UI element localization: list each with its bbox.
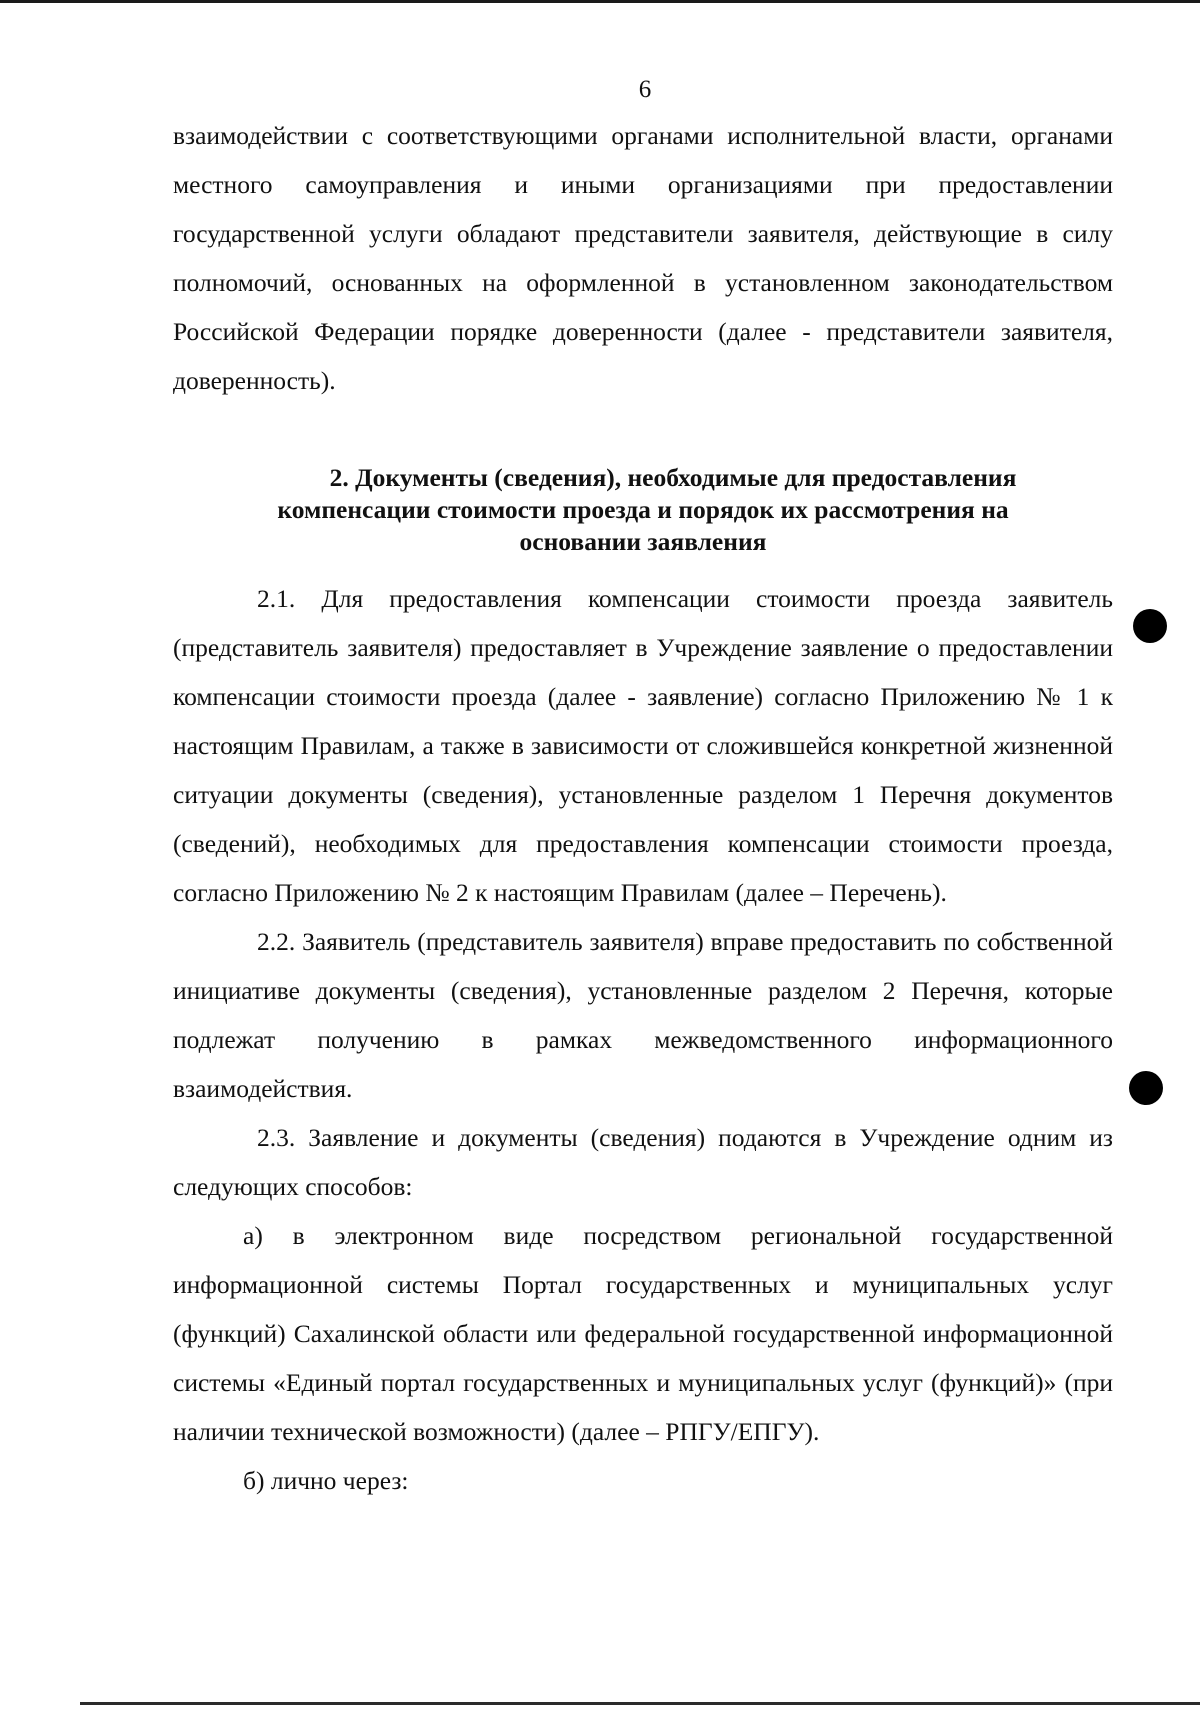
section-heading-line-2: компенсации стоимости проезда и порядок их рассмотрения на: [277, 495, 1009, 524]
paragraph-2-2: 2.2. Заявитель (представитель заявителя) вправе предоставить по собственной инициативе документы (сведения), установленные разделом 2 Перечня, которые подлежат получению в рамках межведомственного информационного взаимодействия.: [173, 927, 1113, 1103]
scan-top-edge: [0, 0, 1200, 3]
page-number: 6: [638, 76, 652, 103]
intro-paragraph: взаимодействии с соответствующими органами исполнительной власти, органами местного самоуправления и иными организациями при предоставлении государственной услуги обладают представители заявителя, действующие в силу полномочий, основанных на оформленной в установленном законодательством Российской Федерации порядке доверенности (далее - представители заявителя, доверенность).: [173, 121, 1113, 395]
paragraph-item-b: б) лично через:: [243, 1466, 409, 1495]
section-heading-line-1: 2. Документы (сведения), необходимые для предоставления: [329, 463, 1017, 492]
scan-bottom-edge: [80, 1702, 1200, 1705]
paragraph-2-1: 2.1. Для предоставления компенсации стоимости проезда заявитель (представитель заявителя) предоставляет в Учреждение заявление о предоставлении компенсации стоимости проезда (далее - заявление) согласно Приложению № 1 к настоящим Правилам, а также в зависимости от сложившейся конкретной жизненной ситуации документы (сведения), установленные разделом 1 Перечня документов (сведений), необходимых для предоставления компенсации стоимости проезда, согласно Приложению № 2 к настоящим Правилам (далее – Перечень).: [173, 584, 1113, 907]
binder-hole-mark-lower: [1129, 1071, 1163, 1105]
paragraph-2-3: 2.3. Заявление и документы (сведения) подаются в Учреждение одним из следующих способов:: [173, 1123, 1113, 1201]
section-body: [173, 574, 1113, 1505]
binder-hole-mark-upper: [1133, 609, 1167, 643]
intro-text-block: [173, 111, 1113, 405]
paragraph-item-a: а) в электронном виде посредством региональной государственной информационной системы Портал государственных и муниципальных услуг (функций) Сахалинской области или федеральной государственной информационной системы «Единый портал государственных и муниципальных услуг (функций)» (при наличии технической возможности) (далее – РПГУ/ЕПГУ).: [173, 1221, 1113, 1446]
section-heading: [173, 462, 1113, 558]
section-heading-line-3: основании заявления: [519, 527, 767, 556]
